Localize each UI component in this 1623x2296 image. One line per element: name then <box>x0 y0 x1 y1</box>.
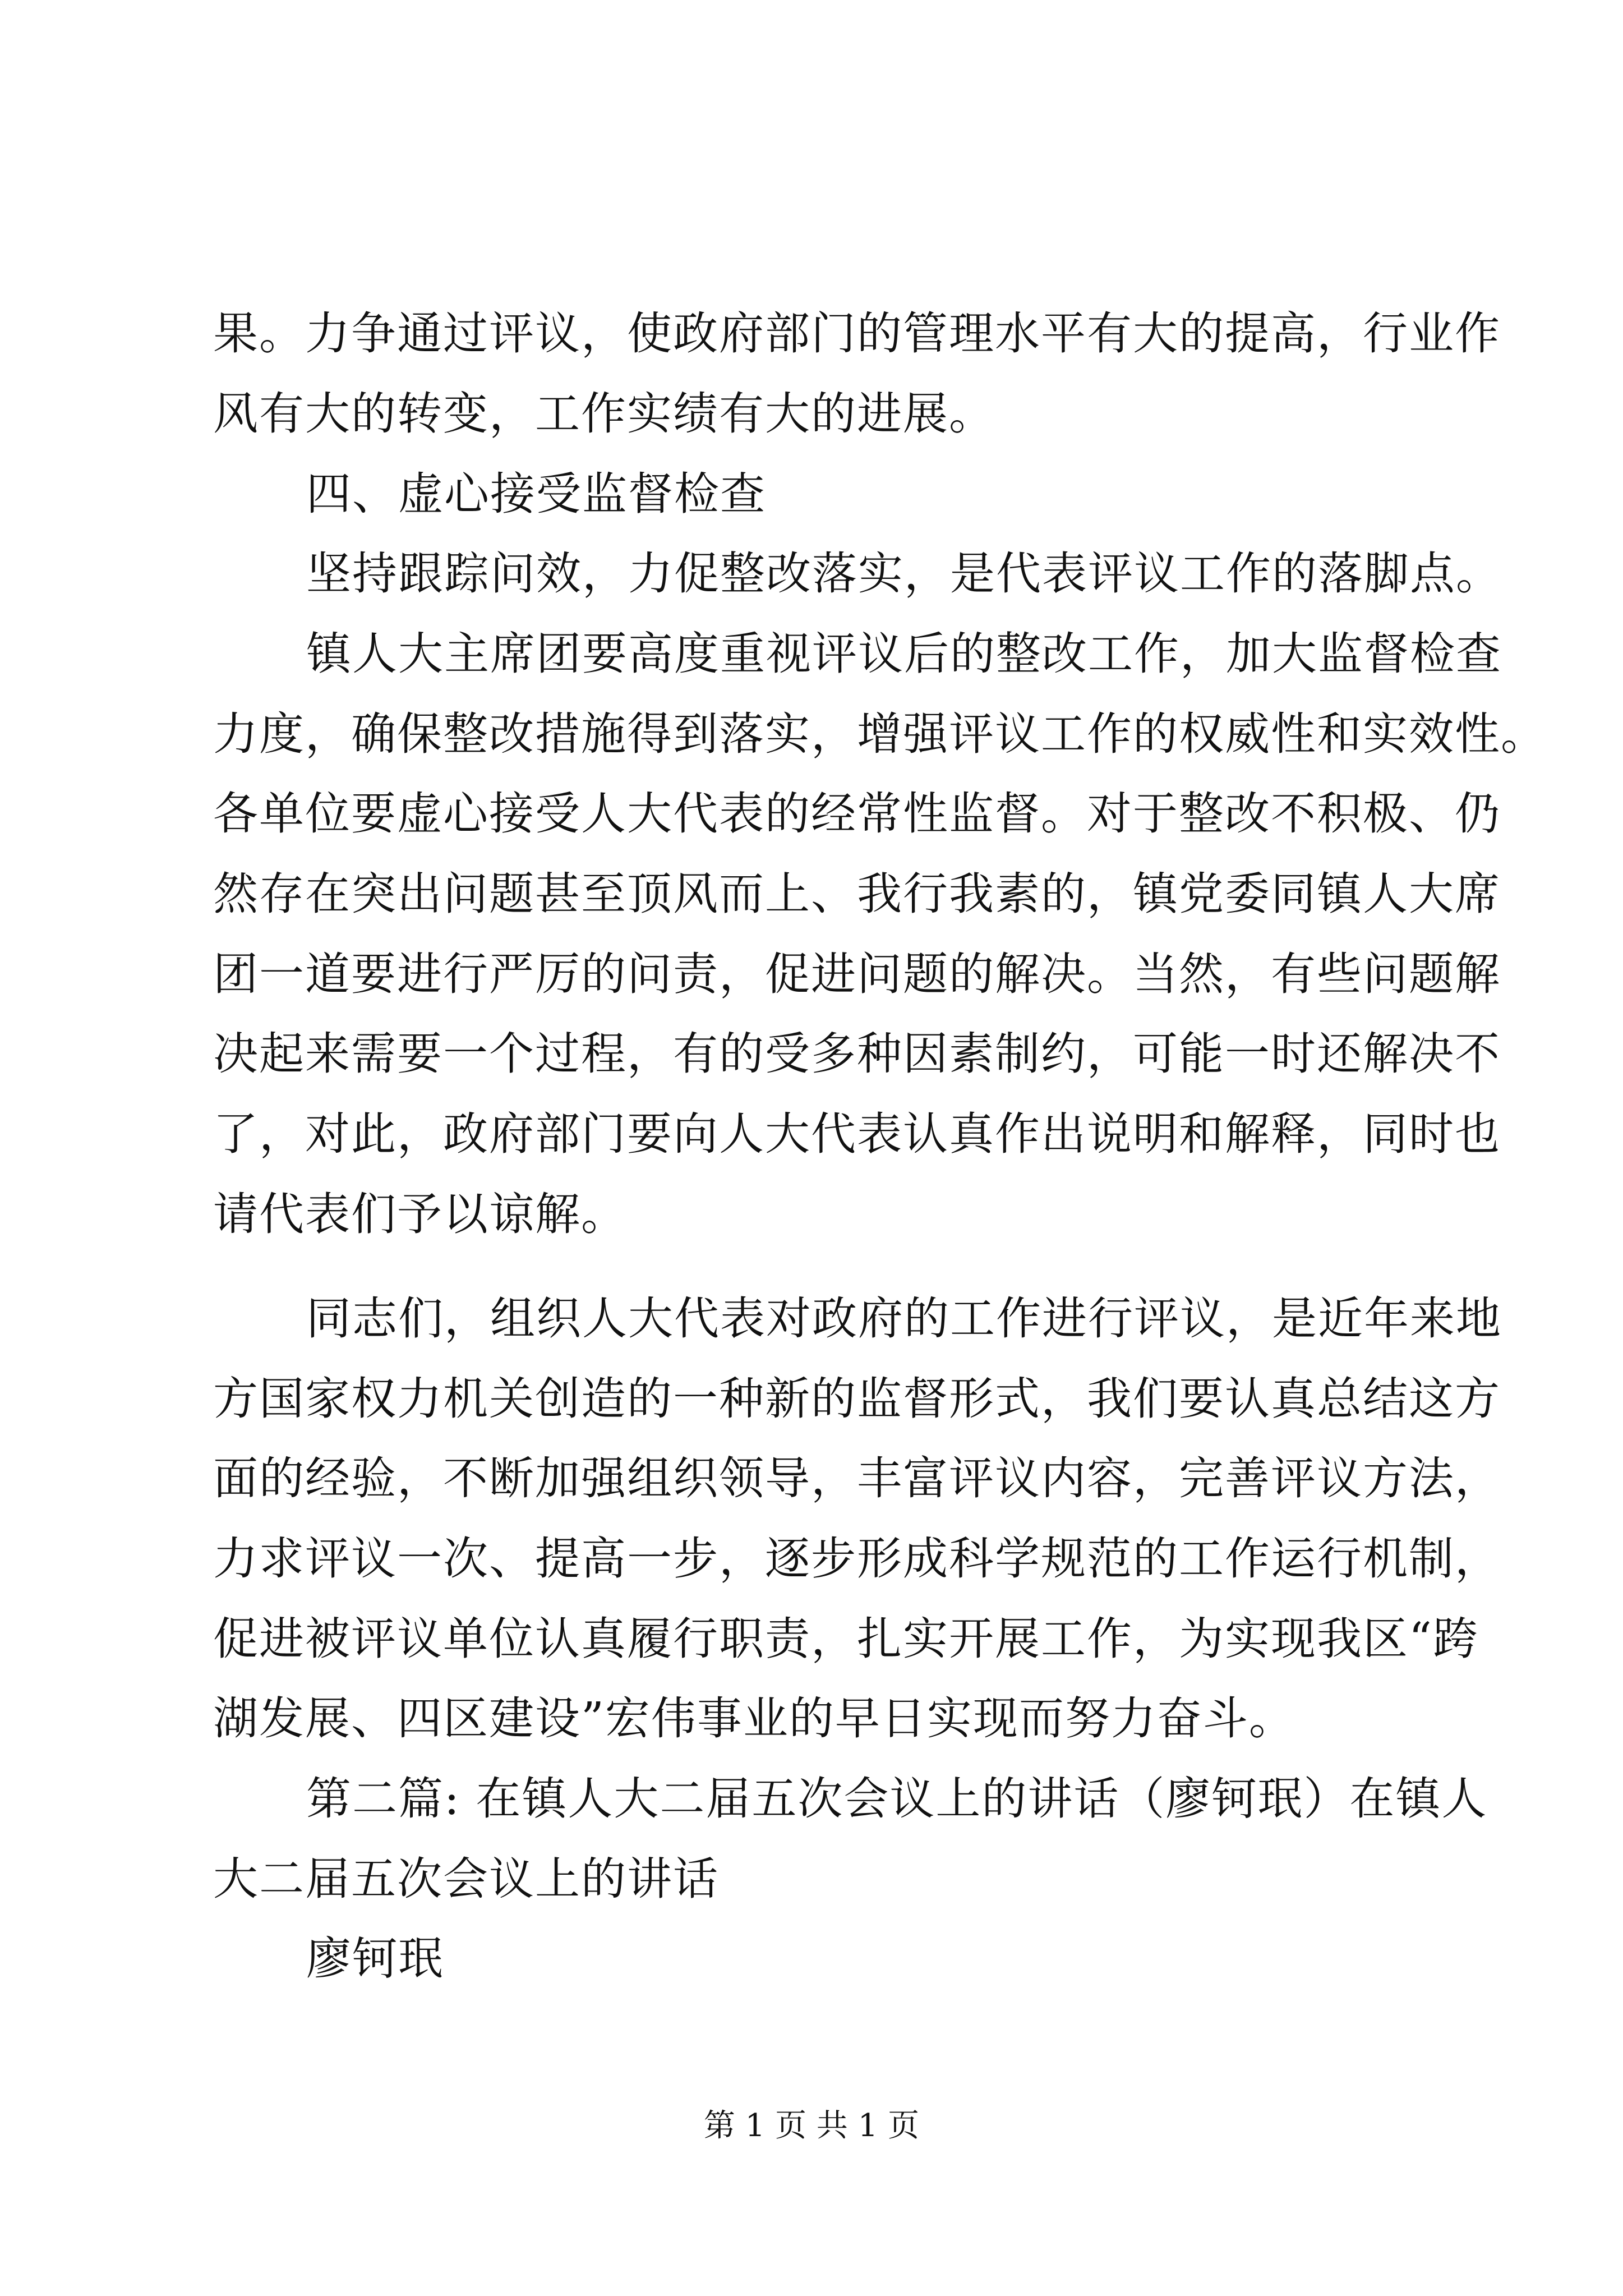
author-name: 廖钶珉 <box>306 1932 444 1985</box>
chapter-title: 第二篇: 在镇人大二届五次会议上的讲话（廖钶珉）在镇人 <box>306 1773 1488 1825</box>
text-line: 湖发展、四区建设”宏伟事业的早日实现而努力奋斗。 <box>213 1692 1295 1745</box>
text-line: 促进被评议单位认真履行职责，扎实开展工作，为实现我区“跨 <box>213 1613 1479 1665</box>
text-line: 力度，确保整改措施得到落实，增强评议工作的权威性和实效性。 <box>213 708 1547 760</box>
page-footer: 第 1 页 共 1 页 <box>703 2108 920 2144</box>
text-line: 风有大的转变，工作实绩有大的进展。 <box>213 388 995 440</box>
text-line: 方国家权力机关创造的一种新的监督形式，我们要认真总结这方 <box>213 1373 1501 1425</box>
text-line: 坚持跟踪问效，力促整改落实，是代表评议工作的落脚点。 <box>306 547 1502 600</box>
chapter-title: 大二届五次会议上的讲话 <box>213 1853 719 1905</box>
text-line: 力求评议一次、提高一步，逐步形成科学规范的工作运行机制， <box>213 1533 1501 1585</box>
text-line: 请代表们予以谅解。 <box>213 1188 627 1240</box>
text-line: 同志们，组织人大代表对政府的工作进行评议，是近年来地 <box>306 1292 1502 1345</box>
text-line: 然存在突出问题甚至顶风而上、我行我素的，镇党委同镇人大席 <box>213 868 1501 920</box>
text-line: 了，对此，政府部门要向人大代表认真作出说明和解释，同时也 <box>213 1108 1501 1160</box>
text-line: 面的经验，不断加强组织领导，丰富评议内容，完善评议方法， <box>213 1452 1501 1504</box>
text-line: 团一道要进行严厉的问责，促进问题的解决。当然，有些问题解 <box>213 948 1501 1000</box>
section-heading: 四、虚心接受监督检查 <box>306 468 766 520</box>
text-line: 各单位要虚心接受人大代表的经常性监督。对于整改不积极、仍 <box>213 788 1501 840</box>
text-line: 决起来需要一个过程，有的受多种因素制约，可能一时还解决不 <box>213 1028 1501 1080</box>
text-line: 镇人大主席团要高度重视评议后的整改工作，加大监督检查 <box>306 628 1502 680</box>
text-line: 果。力争通过评议，使政府部门的管理水平有大的提高，行业作 <box>213 307 1501 360</box>
